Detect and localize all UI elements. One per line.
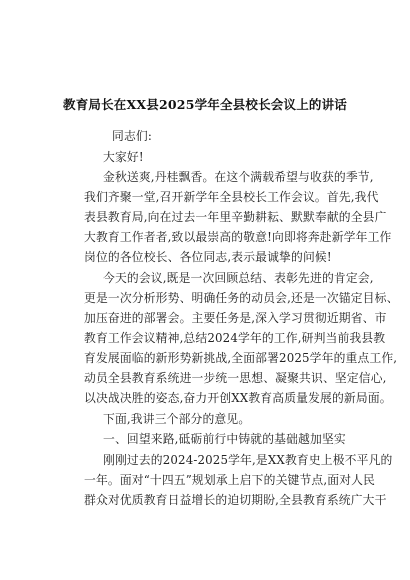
body-line: 下面,我讲三个部分的意见。 [103, 412, 251, 426]
body-line: 群众对优质教育日益增长的迫切期盼,全县教育系统广大干 [84, 493, 387, 507]
body-line: 以决战决胜的姿态,奋力开创XX教育高质量发展的新局面。 [84, 391, 392, 405]
body-line: 岗位的各位校长、各位同志,表示最诚挚的问候! [84, 250, 332, 264]
body-line: 一年。面对“十四五”规划承上启下的关键节点,面对人民 [84, 473, 376, 487]
body-line: 教育工作会议精神,总结2024学年的工作,研判当前我县教 [84, 331, 386, 345]
body-line: 我们齐聚一堂,召开新学年全县校长工作会议。首先,我代 [84, 190, 379, 204]
greeting-line: 大家好! [103, 150, 144, 164]
salutation-line: 同志们: [112, 129, 152, 143]
body-line: 大教育工作者者,致以最崇高的敬意!向即将奔赴新学年工作 [84, 230, 392, 244]
body-line: 表县教育局,向在过去一年里辛勤耕耘、默默奉献的全县广 [84, 210, 387, 224]
body-line: 更是一次分析形势、明确任务的动员会,还是一次锚定目标、 [84, 291, 399, 305]
section-heading: 一、回望来路,砥砺前行中铸就的基础越加坚实 [103, 432, 346, 446]
body-line: 动员全县教育系统进一步统一思想、凝聚共识、坚定信心, [84, 371, 387, 385]
document-title: 教育局长在XX县2025学年全县校长会议上的讲话 [63, 97, 347, 112]
body-line: 刚刚过去的2024-2025学年,是XX教育史上极不平凡的 [103, 453, 393, 467]
body-line: 加压奋进的部署会。主要任务是,深入学习贯彻近期省、市 [84, 311, 387, 325]
body-line: 育发展面临的新形势新挑战,全面部署2025学年的重点工作, [84, 351, 398, 365]
body-line: 今天的会议,既是一次回顾总结、表彰先进的肯定会, [103, 271, 374, 285]
body-line: 金秋送爽,丹桂飘香。在这个满载希望与收获的季节, [103, 170, 374, 184]
